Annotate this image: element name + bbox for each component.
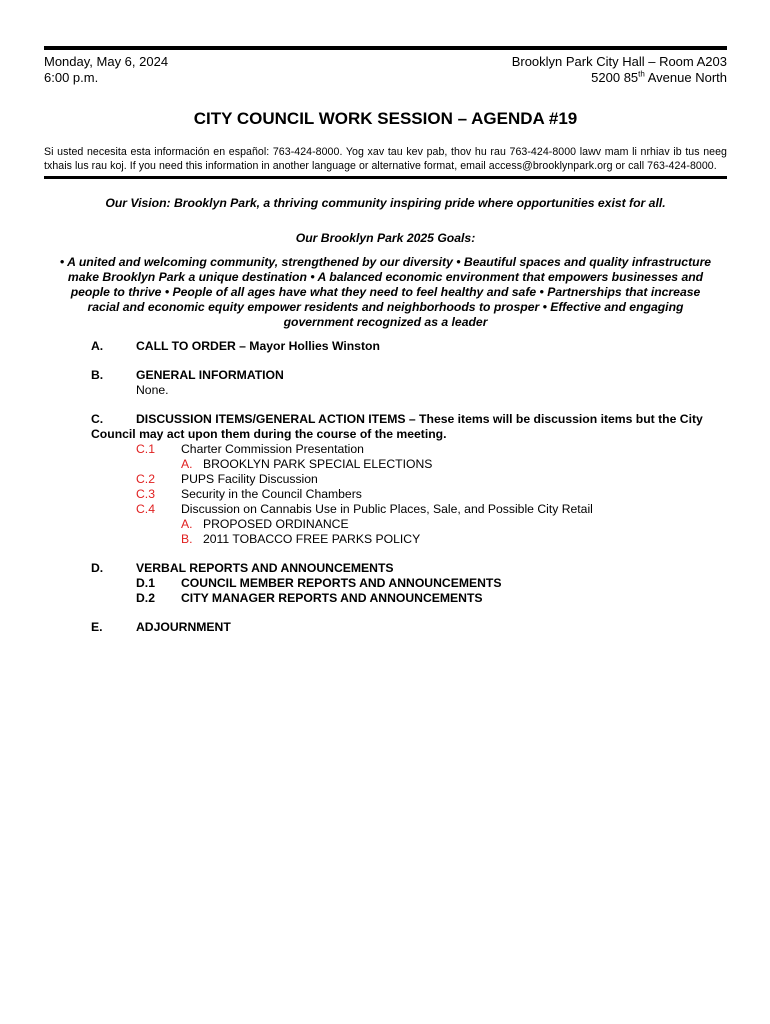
item-code-link[interactable]: C.2 <box>136 472 155 486</box>
goals-text: • A united and welcoming community, strengthened by our diversity • Beautiful spaces and quality infrastructure make Brooklyn Park a unique destination • A balanced economic environment that empowers businesses and people to thrive • People of all ages have what they need to feel healthy and safe • Partnerships that increase racial and economic equity empower residents and neighborhoods to prosper • Effective and engaging government recognized as a leader <box>59 255 712 329</box>
address-rest: Avenue North <box>644 70 727 85</box>
section-c-heading <box>44 412 727 427</box>
section-letter: C. <box>91 412 104 426</box>
meeting-location: Brooklyn Park City Hall – Room A203 <box>511 54 727 69</box>
item-code: D.1 <box>136 576 155 590</box>
sub-item-code-link[interactable]: A. <box>181 517 193 531</box>
item-label: COUNCIL MEMBER REPORTS AND ANNOUNCEMENTS <box>181 576 502 590</box>
page-title: CITY COUNCIL WORK SESSION – AGENDA #19 <box>193 109 578 128</box>
section-title-line1: DISCUSSION ITEMS/GENERAL ACTION ITEMS – These items will be discussion items but the City <box>136 412 703 426</box>
item-label: Charter Commission Presentation <box>181 442 364 456</box>
list-item <box>136 487 727 502</box>
meeting-address <box>512 70 727 86</box>
address-number: 5200 85 <box>591 70 639 85</box>
section-d <box>44 561 727 606</box>
list-item <box>136 472 727 487</box>
sub-item-label: 2011 TOBACCO FREE PARKS POLICY <box>203 532 421 546</box>
section-title: VERBAL REPORTS AND ANNOUNCEMENTS <box>136 561 394 575</box>
item-code: D.2 <box>136 591 155 605</box>
sub-item <box>181 517 727 532</box>
section-letter: D. <box>91 561 104 575</box>
goals-title: Our Brooklyn Park 2025 Goals: <box>295 231 476 245</box>
item-code-link[interactable]: C.1 <box>136 442 155 456</box>
section-title-line2: Council may act upon them during the course of the meeting. <box>91 427 447 441</box>
item-code-link[interactable]: C.4 <box>136 502 155 516</box>
section-a <box>44 339 727 354</box>
sub-item-code-link[interactable]: B. <box>181 532 193 546</box>
list-item <box>136 442 727 457</box>
section-letter: B. <box>91 368 104 382</box>
bottom-rule <box>44 176 727 179</box>
item-label: Security in the Council Chambers <box>181 487 362 501</box>
item-code-link[interactable]: C.3 <box>136 487 155 501</box>
agenda-page <box>44 46 727 635</box>
list-item <box>136 591 727 606</box>
sub-item <box>181 532 727 547</box>
language-notice: Si usted necesita esta información en español: 763-424-8000. Yog xav tau kev pab, thov hu rau 763-424-8000 lawv mam li nrhiav ib tus neeg txhais lus rau koj. If you need this information in another language or alternative format, email access@brooklynpark.org or call 763-424-8000. <box>44 146 727 172</box>
vision-statement: Our Vision: Brooklyn Park, a thriving community inspiring pride where opportunities exist for all. <box>105 196 666 210</box>
section-body: None. <box>136 383 169 397</box>
section-c-items <box>136 442 727 547</box>
address-sup: th <box>638 69 645 79</box>
section-title: CALL TO ORDER – Mayor Hollies Winston <box>136 339 380 353</box>
meeting-time: 6:00 p.m. <box>44 70 99 85</box>
section-letter: E. <box>91 620 103 634</box>
list-item <box>136 502 727 517</box>
section-e <box>44 620 727 635</box>
item-label: PUPS Facility Discussion <box>181 472 318 486</box>
section-title: ADJOURNMENT <box>136 620 231 634</box>
sub-item-label: PROPOSED ORDINANCE <box>203 517 349 531</box>
section-b <box>44 368 727 398</box>
meeting-date: Monday, May 6, 2024 <box>44 54 169 69</box>
header <box>44 54 727 86</box>
item-label: Discussion on Cannabis Use in Public Places, Sale, and Possible City Retail <box>181 502 593 516</box>
sub-item <box>181 457 727 472</box>
section-title: GENERAL INFORMATION <box>136 368 284 382</box>
list-item <box>136 576 727 591</box>
item-label: CITY MANAGER REPORTS AND ANNOUNCEMENTS <box>181 591 483 605</box>
sub-item-code-link[interactable]: A. <box>181 457 193 471</box>
header-right <box>512 54 727 86</box>
header-left <box>44 54 168 86</box>
sub-item-label: BROOKLYN PARK SPECIAL ELECTIONS <box>203 457 433 471</box>
section-letter: A. <box>91 339 104 353</box>
agenda-list <box>44 339 727 635</box>
top-rule <box>44 46 727 50</box>
